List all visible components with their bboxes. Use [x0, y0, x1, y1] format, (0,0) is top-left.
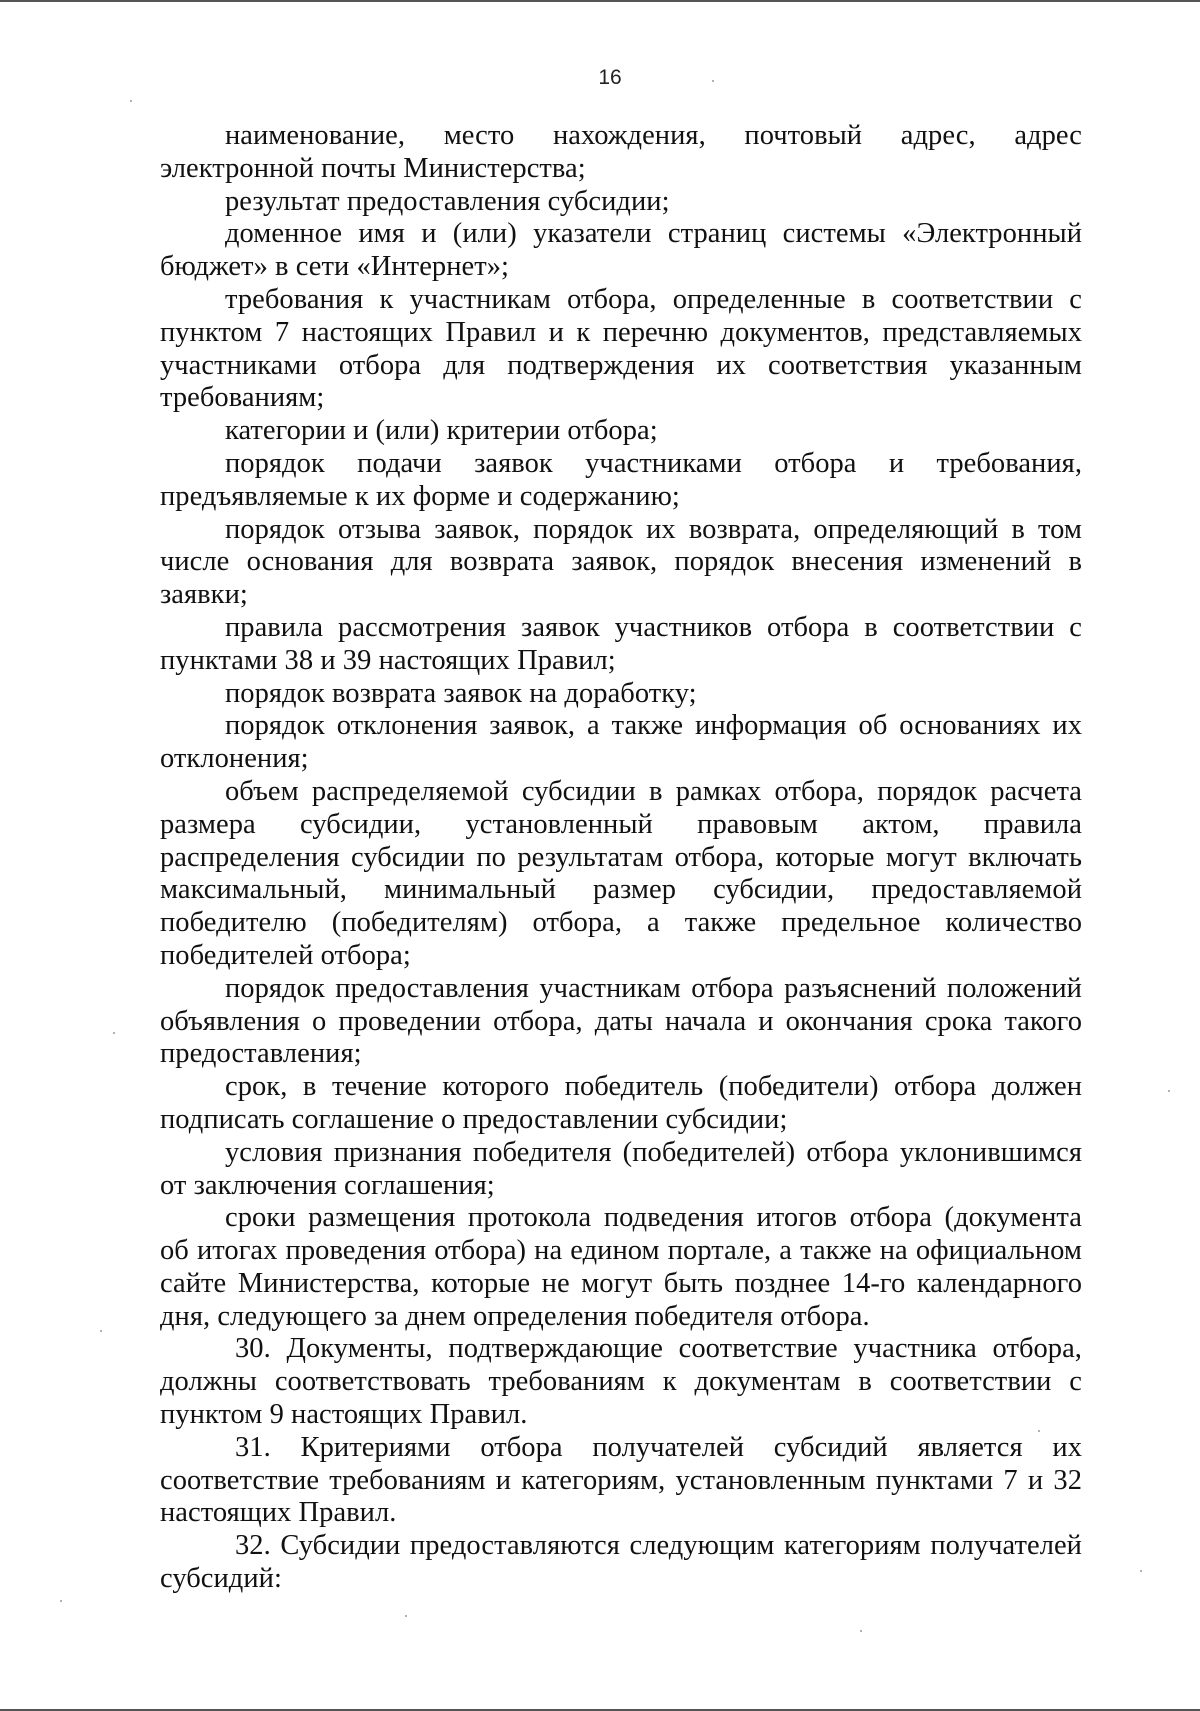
paragraph-10: порядок отклонения заявок, а также информация об основаниях их отклонения;	[160, 710, 1082, 775]
paragraph-11: объем распределяемой субсидии в рамках отбора, порядок расчета размера субсидии, установленный правовым актом, правила распределения субсидии по результатам отбора, которые могут включать максимальный, минимальный размер субсидии, предоставляемой победителю (победителям) отбора, а также предельное количество победителей отбора;	[160, 775, 1082, 971]
paragraph-4: требования к участникам отбора, определенные в соответствии с пунктом 7 настоящих Правил и к перечню документов, представляемых участниками отбора для подтверждения их соответствия указанным требованиям;	[160, 283, 1082, 414]
paragraph-6: порядок подачи заявок участниками отбора и требования, предъявляемые к их форме и содержанию;	[160, 447, 1082, 512]
scan-speck	[130, 100, 132, 102]
scan-speck	[1140, 1570, 1142, 1572]
page-number: 16	[598, 66, 622, 89]
paragraph-32: 32. Субсидии предоставляются следующим категориям получателей субсидий:	[160, 1530, 1082, 1595]
document-body	[160, 120, 1082, 1596]
paragraph-8: правила рассмотрения заявок участников отбора в соответствии с пунктами 38 и 39 настоящих Правил;	[160, 611, 1082, 676]
scan-speck	[1168, 1090, 1170, 1092]
scan-speck	[100, 1330, 102, 1332]
scan-speck	[113, 1032, 115, 1034]
scan-speck	[712, 80, 714, 82]
scan-speck	[860, 1630, 862, 1632]
paragraph-7: порядок отзыва заявок, порядок их возврата, определяющий в том числе основания для возврата заявок, порядок внесения изменений в заявки;	[160, 513, 1082, 611]
scan-speck	[1038, 1430, 1040, 1432]
scan-speck	[405, 1615, 407, 1617]
paragraph-9: порядок возврата заявок на доработку;	[225, 677, 697, 709]
paragraph-5: категории и (или) критерии отбора;	[225, 415, 658, 447]
paragraph-13: срок, в течение которого победитель (победители) отбора должен подписать соглашение о предоставлении субсидии;	[160, 1071, 1082, 1135]
scan-speck	[60, 1600, 62, 1602]
paragraph-30: 30. Документы, подтверждающие соответствие участника отбора, должны соответствовать требованиям к документам в соответствии с пунктом 9 настоящих Правил.	[160, 1333, 1082, 1431]
paragraph-1: наименование, место нахождения, почтовый адрес, адрес электронной почты Министерства;	[160, 120, 1082, 184]
paragraph-31: 31. Критериями отбора получателей субсидий является их соответствие требованиям и категориям, установленным пунктами 7 и 32 настоящих Правил.	[160, 1431, 1082, 1529]
paragraph-15: сроки размещения протокола подведения итогов отбора (документа об итогах проведения отбора) на едином портале, а также на официальном сайте Министерства, которые не могут быть позднее 14-го календарного дня, следующего за днем определения победителя отбора.	[160, 1202, 1082, 1332]
paragraph-3: доменное имя и (или) указатели страниц системы «Электронный бюджет» в сети «Интернет»;	[160, 218, 1082, 283]
paragraph-12: порядок предоставления участникам отбора разъяснений положений объявления о проведении отбора, даты начала и окончания срока такого предоставления;	[160, 972, 1082, 1070]
scan-edge-top	[0, 0, 1200, 2]
paragraph-2: результат предоставления субсидии;	[225, 185, 670, 217]
paragraph-14: условия признания победителя (победителей) отбора уклонившимся от заключения соглашения;	[160, 1136, 1082, 1201]
